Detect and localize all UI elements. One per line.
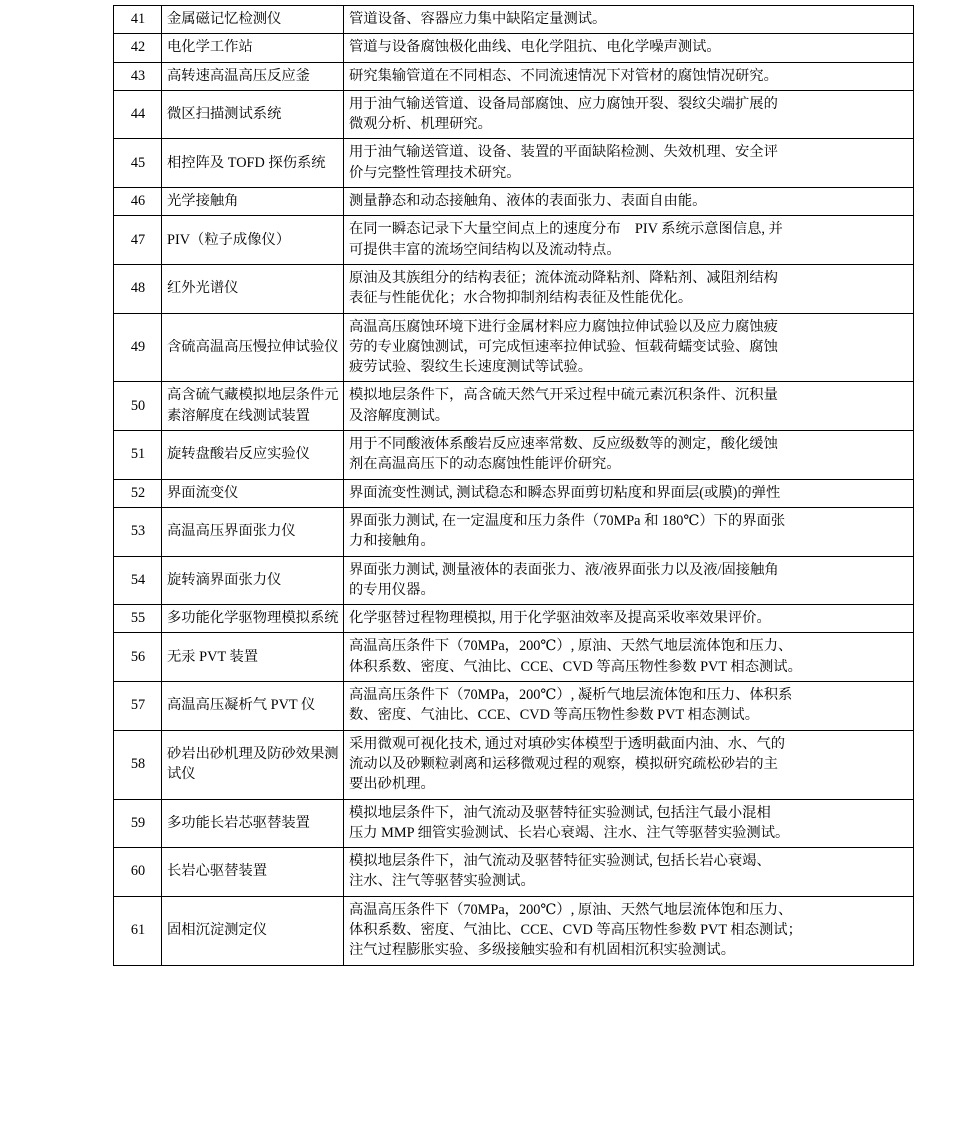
name-line: 旋转盘酸岩反应实验仪 (167, 446, 310, 463)
row-number: 45 (114, 139, 162, 188)
row-number: 47 (114, 216, 162, 265)
desc-line: 体积系数、密度、气油比、CCE、CVD 等高压物性参数 PVT 相态测试。 (349, 658, 802, 675)
desc-line: 模拟地层条件下，高含硫天然气开采过程中硫元素沉积条件、沉积量 (349, 387, 778, 404)
equipment-description (344, 264, 914, 313)
desc-line: 研究集输管道在不同相态、不同流速情况下对管材的腐蚀情况研究。 (349, 67, 778, 84)
name-line: 高温高压界面张力仪 (167, 523, 296, 540)
table-container (113, 5, 889, 966)
desc-line: 可提供丰富的流场空间结构以及流动特点。 (349, 241, 621, 258)
desc-line: 在同一瞬态记录下大量空间点上的速度分布 PIV 系统示意图信息, 并 (349, 221, 783, 238)
table-body (114, 6, 914, 966)
desc-line: 表征与性能优化；水合物抑制剂结构表征及性能优化。 (349, 290, 693, 307)
equipment-description (344, 90, 914, 139)
equipment-description (344, 382, 914, 431)
row-number: 42 (114, 34, 162, 62)
row-number: 55 (114, 605, 162, 633)
desc-line: 流动以及砂颗粒剥离和运移微观过程的观察，模拟研究疏松砂岩的主 (349, 755, 778, 772)
table-row (114, 682, 914, 731)
row-number: 44 (114, 90, 162, 139)
desc-line: 价与完整性管理技术研究。 (349, 164, 521, 181)
row-number: 43 (114, 62, 162, 90)
name-line: 素溶解度在线测试装置 (167, 407, 310, 424)
equipment-name (162, 382, 344, 431)
equipment-name (162, 633, 344, 682)
name-line: 金属磁记忆检测仪 (167, 11, 282, 27)
equipment-name (162, 62, 344, 90)
row-number: 56 (114, 633, 162, 682)
desc-line: 原油及其族组分的结构表征；流体流动降粘剂、降粘剂、减阻剂结构 (349, 269, 778, 286)
name-line: 相控阵及 TOFD 探伤系统 (167, 154, 326, 171)
table-row (114, 556, 914, 605)
table-row (114, 264, 914, 313)
desc-line: 压力 MMP 细管实验测试、长岩心衰竭、注水、注气等驱替实验测试。 (349, 824, 790, 841)
equipment-description (344, 139, 914, 188)
row-number: 54 (114, 556, 162, 605)
row-number: 53 (114, 507, 162, 556)
desc-line: 测量静态和动态接触角、液体的表面张力、表面自由能。 (349, 193, 707, 210)
table-row (114, 382, 914, 431)
desc-line: 及溶解度测试。 (349, 407, 450, 424)
desc-line: 管道设备、容器应力集中缺陷定量测试。 (349, 11, 607, 27)
desc-line: 采用微观可视化技术, 通过对填砂实体模型于透明截面内油、水、气的 (349, 735, 786, 752)
equipment-description (344, 34, 914, 62)
desc-line: 化学驱替过程物理模拟, 用于化学驱油效率及提高采收率效果评价。 (349, 610, 771, 627)
equipment-name (162, 6, 344, 34)
table-row (114, 730, 914, 799)
row-number: 52 (114, 479, 162, 507)
equipment-description (344, 799, 914, 848)
row-number: 60 (114, 848, 162, 897)
table-row (114, 605, 914, 633)
desc-line: 剂在高温高压下的动态腐蚀性能评价研究。 (349, 456, 621, 473)
equipment-name (162, 264, 344, 313)
row-number: 46 (114, 188, 162, 216)
equipment-name (162, 799, 344, 848)
table-row (114, 799, 914, 848)
row-number: 49 (114, 313, 162, 382)
equipment-description (344, 188, 914, 216)
table-row (114, 34, 914, 62)
equipment-description (344, 313, 914, 382)
name-line: 光学接触角 (167, 193, 239, 210)
desc-line: 体积系数、密度、气油比、CCE、CVD 等高压物性参数 PVT 相态测试； (349, 921, 802, 938)
equipment-description (344, 62, 914, 90)
desc-line: 高温高压条件下（70MPa，200℃）, 原油、天然气地层流体饱和压力、 (349, 638, 793, 655)
equipment-name (162, 188, 344, 216)
row-number: 58 (114, 730, 162, 799)
equipment-description (344, 556, 914, 605)
desc-line: 模拟地层条件下，油气流动及驱替特征实验测试, 包括长岩心衰竭、 (349, 853, 771, 870)
desc-line: 微观分析、机理研究。 (349, 116, 492, 133)
equipment-name (162, 90, 344, 139)
table-row (114, 6, 914, 34)
desc-line: 界面流变性测试, 测试稳态和瞬态界面剪切粘度和界面层(或膜)的弹性 (349, 484, 781, 501)
desc-line: 高温高压条件下（70MPa，200℃）, 原油、天然气地层流体饱和压力、 (349, 901, 793, 918)
name-line: 高温高压凝析气 PVT 仪 (167, 697, 316, 714)
equipment-name (162, 313, 344, 382)
equipment-description (344, 605, 914, 633)
equipment-description (344, 6, 914, 34)
name-line: PIV（粒子成像仪） (167, 231, 291, 248)
desc-line: 注气过程膨胀实验、多级接触实验和有机固相沉积实验测试。 (349, 942, 736, 959)
row-number: 61 (114, 896, 162, 965)
row-number: 59 (114, 799, 162, 848)
desc-line: 用于不同酸液体系酸岩反应速率常数、反应级数等的测定，酸化缓蚀 (349, 436, 778, 453)
table-row (114, 431, 914, 480)
row-number: 51 (114, 431, 162, 480)
table-row (114, 633, 914, 682)
desc-line: 用于油气输送管道、设备局部腐蚀、应力腐蚀开裂、裂纹尖端扩展的 (349, 95, 778, 112)
name-line: 固相沉淀测定仪 (167, 921, 268, 938)
name-line: 高含硫气藏模拟地层条件元 (167, 387, 339, 404)
equipment-name (162, 216, 344, 265)
desc-line: 管道与设备腐蚀极化曲线、电化学阻抗、电化学噪声测试。 (349, 39, 721, 56)
table-row (114, 313, 914, 382)
table-row (114, 188, 914, 216)
equipment-description (344, 633, 914, 682)
equipment-name (162, 139, 344, 188)
name-line: 多功能长岩芯驱替装置 (167, 814, 310, 831)
desc-line: 模拟地层条件下，油气流动及驱替特征实验测试, 包括注气最小混相 (349, 804, 771, 821)
table-row (114, 848, 914, 897)
equipment-description (344, 216, 914, 265)
equipment-name (162, 730, 344, 799)
table-row (114, 507, 914, 556)
equipment-name (162, 605, 344, 633)
table-row (114, 216, 914, 265)
equipment-description (344, 896, 914, 965)
name-line: 试仪 (167, 766, 196, 783)
table-row (114, 139, 914, 188)
row-number: 48 (114, 264, 162, 313)
desc-line: 界面张力测试, 在一定温度和压力条件（70MPa 和 180℃）下的界面张 (349, 512, 786, 529)
desc-line: 高温高压腐蚀环境下进行金属材料应力腐蚀拉伸试验以及应力腐蚀疲 (349, 318, 778, 335)
desc-line: 要出砂机理。 (349, 776, 435, 793)
table-row (114, 90, 914, 139)
name-line: 微区扫描测试系统 (167, 106, 282, 123)
name-line: 含硫高温高压慢拉伸试验仪 (167, 338, 339, 355)
equipment-name (162, 507, 344, 556)
desc-line: 高温高压条件下（70MPa，200℃）, 凝析气地层流体饱和压力、体积系 (349, 687, 793, 704)
equipment-table (113, 5, 914, 966)
name-line: 高转速高温高压反应釜 (167, 67, 310, 84)
desc-line: 数、密度、气油比、CCE、CVD 等高压物性参数 PVT 相态测试。 (349, 707, 759, 724)
equipment-description (344, 730, 914, 799)
equipment-name (162, 682, 344, 731)
table-row (114, 479, 914, 507)
equipment-description (344, 507, 914, 556)
equipment-name (162, 34, 344, 62)
equipment-name (162, 479, 344, 507)
equipment-description (344, 848, 914, 897)
row-number: 57 (114, 682, 162, 731)
name-line: 电化学工作站 (167, 39, 253, 56)
desc-line: 用于油气输送管道、设备、装置的平面缺陷检测、失效机理、安全评 (349, 144, 778, 161)
table-row (114, 896, 914, 965)
equipment-description (344, 479, 914, 507)
equipment-name (162, 556, 344, 605)
equipment-name (162, 431, 344, 480)
row-number: 41 (114, 6, 162, 34)
name-line: 多功能化学驱物理模拟系统 (167, 610, 339, 627)
desc-line: 界面张力测试, 测量液体的表面张力、液/液界面张力以及液/固接触角 (349, 561, 779, 578)
table-row (114, 62, 914, 90)
name-line: 长岩心驱替装置 (167, 863, 268, 880)
equipment-description (344, 431, 914, 480)
desc-line: 注水、注气等驱替实验测试。 (349, 873, 535, 890)
desc-line: 劳的专业腐蚀测试，可完成恒速率拉伸试验、恒载荷蠕变试验、腐蚀 (349, 338, 778, 355)
name-line: 界面流变仪 (167, 484, 239, 501)
name-line: 无汞 PVT 装置 (167, 648, 259, 665)
desc-line: 的专用仪器。 (349, 581, 435, 598)
equipment-name (162, 848, 344, 897)
desc-line: 力和接触角。 (349, 533, 435, 550)
name-line: 红外光谱仪 (167, 280, 239, 297)
name-line: 砂岩出砂机理及防砂效果测 (167, 745, 339, 762)
name-line: 旋转滴界面张力仪 (167, 571, 282, 588)
row-number: 50 (114, 382, 162, 431)
equipment-name (162, 896, 344, 965)
equipment-description (344, 682, 914, 731)
desc-line: 疲劳试验、裂纹生长速度测试等试验。 (349, 359, 593, 376)
